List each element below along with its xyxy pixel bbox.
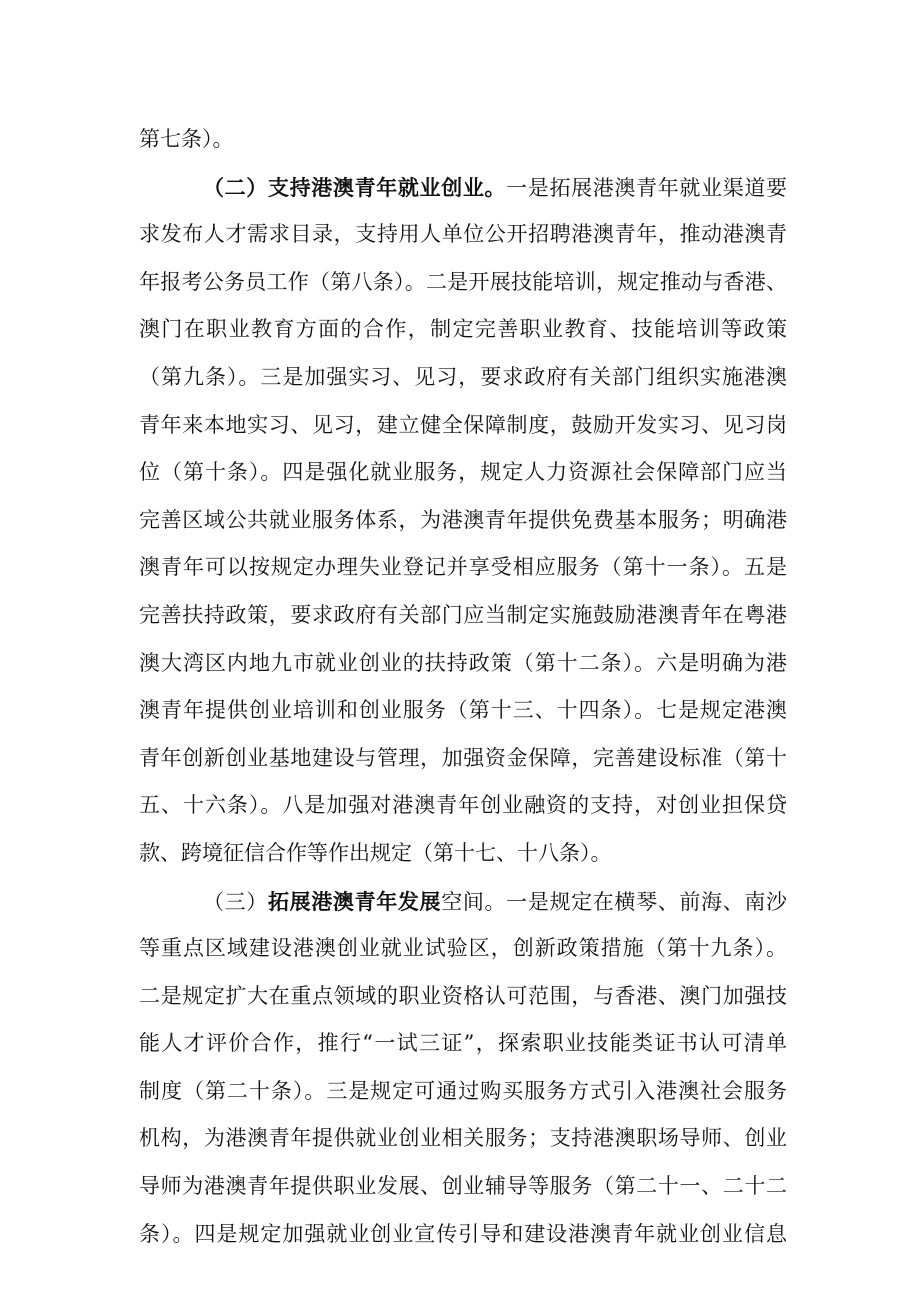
line-text: 第七条）。 <box>139 127 234 151</box>
text-line <box>139 1163 787 1211</box>
text-line <box>139 306 787 354</box>
document-page <box>139 116 787 1258</box>
line-text: 澳大湾区内地九市就业创业的扶持政策（第十二条）。六是明确为港 <box>139 650 787 675</box>
text-line <box>139 402 787 450</box>
line-text: 完善扶持政策，要求政府有关部门应当制定实施鼓励港澳青年在粤港 <box>139 602 787 627</box>
text-line <box>139 687 787 735</box>
text-line <box>139 497 787 545</box>
text-line <box>139 1211 787 1259</box>
line-text: 澳门在职业教育方面的合作，制定完善职业教育、技能培训等政策 <box>139 317 787 342</box>
line-text: 导师为港澳青年提供职业发展、创业辅导等服务（第二十一、二十二 <box>139 1174 787 1199</box>
text-line <box>139 1020 787 1068</box>
line-text: 澳青年提供创业培训和创业服务（第十三、十四条）。七是规定港澳 <box>139 698 787 723</box>
line-text: 年报考公务员工作（第八条）。二是开展技能培训，规定推动与香港、 <box>139 269 787 294</box>
line-text: 二是规定扩大在重点领域的职业资格认可范围，与香港、澳门加强技 <box>139 983 787 1008</box>
line-text: 款、跨境征信合作等作出规定（第十七、十八条）。 <box>139 840 612 865</box>
text-line <box>139 116 787 164</box>
section-number-3: （三） <box>203 889 268 914</box>
text-line <box>139 925 787 973</box>
line-text: （第九条）。三是加强实习、见习，要求政府有关部门组织实施港澳 <box>139 364 787 389</box>
text-line <box>139 973 787 1021</box>
text-line <box>139 211 787 259</box>
text-line <box>139 1068 787 1116</box>
section-heading-2: （二）支持港澳青年就业创业。 <box>203 174 507 200</box>
section-heading-3: 拓展港澳青年发展 <box>267 888 442 914</box>
line-text: 青年创新创业基地建设与管理，加强资金保障，完善建设标准（第十 <box>139 745 787 770</box>
line-text: 青年来本地实习、见习，建立健全保障制度，鼓励开发实习、见习岗 <box>139 412 787 437</box>
line-text: 条）。四是规定加强就业创业宣传引导和建设港澳青年就业创业信息 <box>139 1221 787 1246</box>
line-text: 制度（第二十条）。三是规定可通过购买服务方式引入港澳社会服务 <box>139 1078 787 1103</box>
line-text: 等重点区域建设港澳创业就业试验区，创新政策措施（第十九条）。 <box>139 936 787 961</box>
text-line <box>139 782 787 830</box>
text-line <box>139 354 787 402</box>
section-heading-line <box>139 164 787 212</box>
line-text: 求发布人才需求目录，支持用人单位公开招聘港澳青年，推动港澳青 <box>139 222 787 247</box>
line-text: 位（第十条）。四是强化就业服务，规定人力资源社会保障部门应当 <box>139 460 787 485</box>
line-text: 空间。一是规定在横琴、前海、南沙 <box>441 889 788 914</box>
text-line <box>139 259 787 307</box>
line-text: 澳青年可以按规定办理失业登记并享受相应服务（第十一条）。五是 <box>139 555 787 580</box>
text-line <box>139 592 787 640</box>
text-line <box>139 1115 787 1163</box>
text-line <box>139 544 787 592</box>
text-line <box>139 449 787 497</box>
line-text: 机构，为港澳青年提供就业创业相关服务；支持港澳职场导师、创业 <box>139 1126 787 1151</box>
text-line <box>139 640 787 688</box>
line-text: 一是拓展港澳青年就业渠道要 <box>506 175 788 200</box>
line-text: 完善区域公共就业服务体系，为港澳青年提供免费基本服务；明确港 <box>139 507 787 532</box>
line-text: 五、十六条）。八是加强对港澳青年创业融资的支持，对创业担保贷 <box>139 793 787 818</box>
text-line <box>139 830 787 878</box>
text-line <box>139 735 787 783</box>
section-heading-line <box>139 878 787 926</box>
line-text: 能人才评价合作，推行“一试三证”，探索职业技能类证书认可清单 <box>139 1031 787 1056</box>
